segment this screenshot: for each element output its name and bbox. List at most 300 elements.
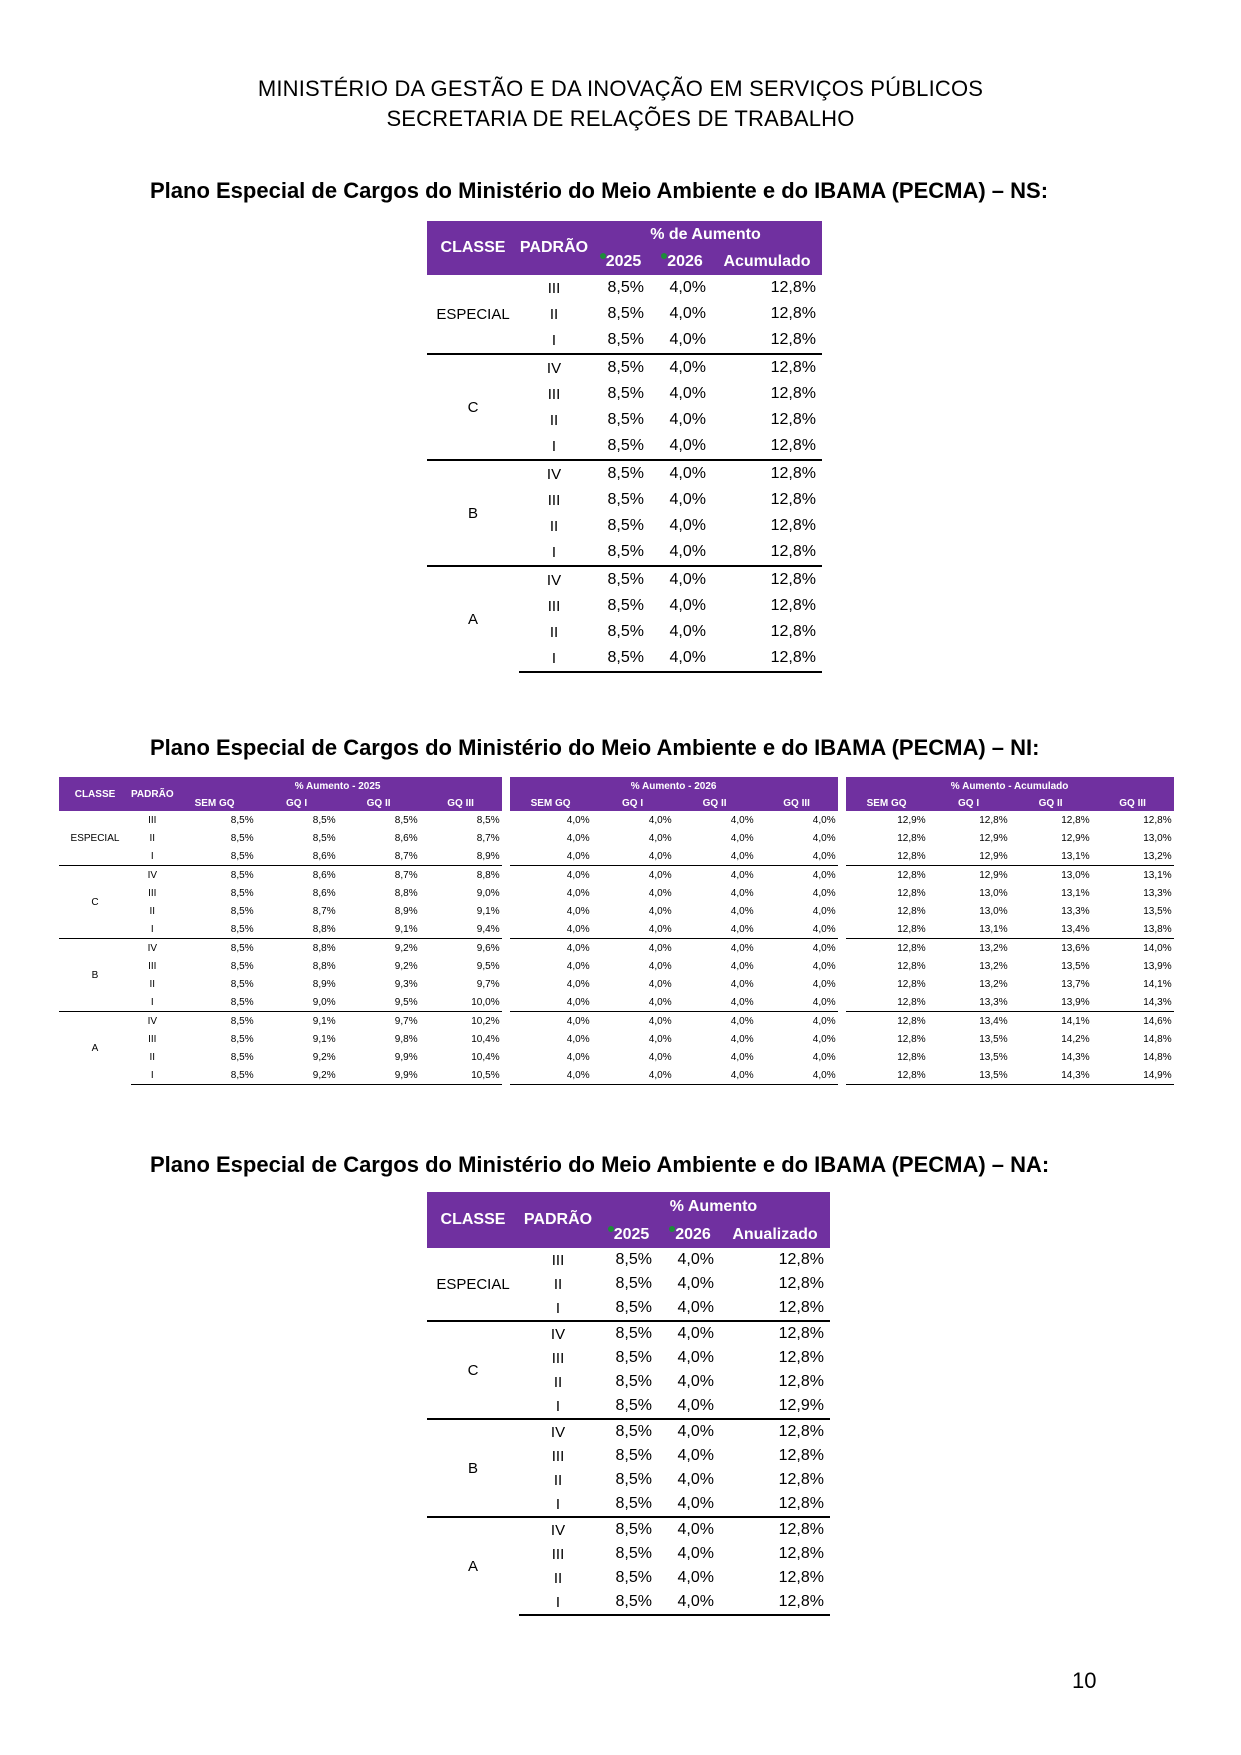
- ni-subcol-header: SEM GQ: [510, 795, 592, 811]
- value-cell: 4,0%: [566, 850, 590, 862]
- value-2025-cell: 8,5%: [597, 1321, 658, 1346]
- value-cell: 4,0%: [510, 939, 592, 958]
- value-2026-cell: 4,0%: [658, 1321, 720, 1346]
- value-2025-cell: 8,5%: [607, 279, 644, 296]
- value-cell: 13,2%: [1143, 850, 1172, 862]
- value-cell: 4,0%: [730, 960, 754, 972]
- value-cell: 4,0%: [648, 1033, 672, 1045]
- value-cell: 10,4%: [471, 1051, 500, 1063]
- value-cell: 8,7%: [394, 850, 418, 862]
- value-cell: 14,3%: [1061, 1051, 1090, 1063]
- value-2025-cell: 8,5%: [615, 1373, 652, 1390]
- value-cell: 4,0%: [648, 832, 672, 844]
- value-total-cell: 12,8%: [770, 623, 816, 640]
- padrao-cell: IV: [131, 866, 174, 885]
- value-2025-cell: 8,5%: [615, 1275, 652, 1292]
- class-label: C: [427, 354, 519, 460]
- value-cell: 8,5%: [230, 814, 254, 826]
- value-2025-cell: 8,5%: [597, 1419, 658, 1444]
- value-total-cell: 12,8%: [770, 491, 816, 508]
- value-2025-cell: 8,5%: [607, 517, 644, 534]
- value-cell: 13,1%: [979, 923, 1008, 935]
- padrao-cell: II: [553, 1569, 563, 1587]
- value-cell: 12,8%: [897, 1033, 926, 1045]
- value-2026-cell: 4,0%: [669, 623, 706, 640]
- table-row: [59, 920, 1174, 939]
- ni-section-title: Plano Especial de Cargos do Ministério do Meio Ambiente e do IBAMA (PECMA) – NI:: [150, 735, 1040, 760]
- value-cell: 9,2%: [394, 960, 418, 972]
- value-cell: 4,0%: [756, 939, 838, 958]
- padrao-cell: III: [148, 887, 157, 899]
- value-cell: 12,8%: [897, 905, 926, 917]
- ns-col-year-2026: 2026: [650, 249, 712, 275]
- value-cell: 4,0%: [648, 978, 672, 990]
- value-cell: 13,1%: [1092, 866, 1174, 885]
- value-cell: 13,9%: [1061, 996, 1090, 1008]
- value-cell: 4,0%: [566, 923, 590, 935]
- value-2026-cell: 4,0%: [669, 279, 706, 296]
- value-total-cell: 12,8%: [720, 1517, 830, 1542]
- value-total-cell: 12,8%: [712, 566, 822, 593]
- value-total-cell: 12,8%: [770, 385, 816, 402]
- na-section-title: Plano Especial de Cargos do Ministério do Meio Ambiente e do IBAMA (PECMA) – NA:: [150, 1152, 1050, 1177]
- value-cell: 12,8%: [979, 814, 1008, 826]
- padrao-cell: I: [150, 996, 154, 1008]
- padrao-cell: I: [519, 1590, 597, 1615]
- padrao-cell: II: [553, 1373, 563, 1391]
- padrao-cell: I: [551, 543, 557, 561]
- class-label: B: [59, 939, 131, 1012]
- class-label: ESPECIAL: [436, 305, 510, 323]
- value-cell: 13,0%: [979, 905, 1008, 917]
- value-cell: 9,0%: [312, 996, 336, 1008]
- padrao-cell: IV: [131, 1012, 174, 1031]
- value-total-cell: 12,8%: [778, 1373, 824, 1390]
- value-cell: 4,0%: [566, 905, 590, 917]
- value-cell: 4,0%: [648, 1051, 672, 1063]
- na-table: [427, 1192, 830, 1616]
- ni-subcol-header: GQ I: [928, 795, 1010, 811]
- value-cell: 12,8%: [846, 1012, 928, 1031]
- padrao-cell: III: [551, 1251, 565, 1269]
- value-2025-cell: 8,5%: [607, 331, 644, 348]
- value-cell: 13,4%: [1061, 923, 1090, 935]
- value-cell: 8,5%: [230, 978, 254, 990]
- value-2025-cell: 8,5%: [597, 1590, 658, 1615]
- value-cell: 10,2%: [420, 1012, 502, 1031]
- value-cell: 8,6%: [256, 866, 338, 885]
- padrao-cell: II: [149, 1051, 156, 1063]
- value-2025-cell: 8,5%: [615, 1569, 652, 1586]
- value-2025-cell: 8,5%: [607, 623, 644, 640]
- value-cell: 9,3%: [394, 978, 418, 990]
- value-cell: 8,5%: [230, 905, 254, 917]
- value-2026-cell: 4,0%: [658, 1419, 720, 1444]
- value-cell: 13,2%: [979, 978, 1008, 990]
- ni-subcol-header: SEM GQ: [846, 795, 928, 811]
- value-cell: 8,5%: [230, 960, 254, 972]
- ns-col-classe: CLASSE: [427, 221, 519, 275]
- value-cell: 10,5%: [420, 1066, 502, 1085]
- value-cell: 9,5%: [394, 996, 418, 1008]
- padrao-cell: III: [547, 279, 561, 297]
- na-col-year-2025: 2025: [597, 1222, 658, 1248]
- value-cell: 8,5%: [476, 814, 500, 826]
- value-cell: 8,9%: [312, 978, 336, 990]
- value-2026-cell: 4,0%: [669, 437, 706, 454]
- value-cell: 4,0%: [730, 1051, 754, 1063]
- value-cell: 4,0%: [592, 1012, 674, 1031]
- value-cell: 13,8%: [1143, 923, 1172, 935]
- value-2026-cell: 4,0%: [677, 1471, 714, 1488]
- padrao-cell: II: [149, 905, 156, 917]
- value-total-cell: 12,8%: [778, 1275, 824, 1292]
- padrao-cell: III: [148, 814, 157, 826]
- value-total-cell: 12,8%: [778, 1349, 824, 1366]
- value-cell: 8,5%: [230, 887, 254, 899]
- value-cell: 4,0%: [592, 939, 674, 958]
- value-2026-cell: 4,0%: [677, 1397, 714, 1414]
- padrao-cell: III: [551, 1349, 565, 1367]
- value-cell: 8,5%: [230, 923, 254, 935]
- ni-subcol-header: GQ I: [256, 795, 338, 811]
- value-total-cell: 12,8%: [770, 517, 816, 534]
- padrao-cell: III: [547, 491, 561, 509]
- value-cell: 13,5%: [979, 1051, 1008, 1063]
- value-cell: 9,7%: [476, 978, 500, 990]
- value-cell: 13,3%: [979, 996, 1008, 1008]
- value-cell: 12,8%: [846, 866, 928, 885]
- value-total-cell: 12,8%: [712, 354, 822, 381]
- table-row: [59, 1012, 1174, 1031]
- value-2025-cell: 8,5%: [607, 437, 644, 454]
- value-total-cell: 12,8%: [778, 1447, 824, 1464]
- value-cell: 4,0%: [756, 1066, 838, 1085]
- value-cell: 12,8%: [897, 923, 926, 935]
- value-cell: 9,2%: [256, 1066, 338, 1085]
- table-row: [59, 1048, 1174, 1066]
- value-cell: 4,0%: [730, 814, 754, 826]
- value-2026-cell: 4,0%: [669, 331, 706, 348]
- value-total-cell: 12,8%: [720, 1590, 830, 1615]
- table-row: [427, 1248, 830, 1272]
- padrao-cell: I: [131, 1066, 174, 1085]
- padrao-cell: IV: [519, 1517, 597, 1542]
- value-2025-cell: 8,5%: [615, 1397, 652, 1414]
- value-cell: 8,5%: [230, 832, 254, 844]
- class-label: C: [427, 1321, 519, 1419]
- value-2026-cell: 4,0%: [650, 645, 712, 672]
- value-2026-cell: 4,0%: [677, 1495, 714, 1512]
- value-cell: 9,2%: [338, 939, 420, 958]
- padrao-cell: I: [150, 850, 154, 862]
- padrao-cell: II: [553, 1471, 563, 1489]
- value-total-cell: 12,8%: [778, 1299, 824, 1316]
- padrao-cell: IV: [131, 939, 174, 958]
- value-2026-cell: 4,0%: [669, 305, 706, 322]
- value-2026-cell: 4,0%: [677, 1545, 714, 1562]
- padrao-cell: I: [551, 331, 557, 349]
- value-cell: 8,5%: [174, 939, 256, 958]
- value-cell: 4,0%: [730, 923, 754, 935]
- value-cell: 8,5%: [312, 832, 336, 844]
- value-cell: 4,0%: [756, 866, 838, 885]
- value-cell: 4,0%: [648, 850, 672, 862]
- value-cell: 8,8%: [312, 960, 336, 972]
- value-cell: 9,0%: [476, 887, 500, 899]
- value-2026-cell: 4,0%: [669, 597, 706, 614]
- value-cell: 8,9%: [476, 850, 500, 862]
- value-cell: 8,7%: [312, 905, 336, 917]
- value-total-cell: 12,8%: [712, 645, 822, 672]
- table-row: [59, 993, 1174, 1012]
- value-2026-cell: 4,0%: [650, 566, 712, 593]
- table-row: [59, 811, 1174, 829]
- ns-col-padrao: PADRÃO: [519, 221, 589, 275]
- value-cell: 4,0%: [730, 1033, 754, 1045]
- value-cell: 13,0%: [1143, 832, 1172, 844]
- value-cell: 4,0%: [812, 978, 836, 990]
- value-total-cell: 12,8%: [770, 411, 816, 428]
- value-cell: 13,2%: [979, 960, 1008, 972]
- padrao-cell: I: [551, 437, 557, 455]
- ni-subcol-header: GQ III: [420, 795, 502, 811]
- value-cell: 14,9%: [1092, 1066, 1174, 1085]
- table-row: [427, 460, 822, 487]
- value-cell: 8,6%: [394, 832, 418, 844]
- value-2026-cell: 4,0%: [669, 385, 706, 402]
- table-row: [427, 275, 822, 301]
- class-label: A: [427, 566, 519, 672]
- ns-col-year-2025: 2025: [589, 249, 650, 275]
- value-cell: 8,5%: [174, 1066, 256, 1085]
- value-cell: 8,6%: [312, 887, 336, 899]
- value-cell: 4,0%: [812, 1051, 836, 1063]
- value-cell: 13,2%: [928, 939, 1010, 958]
- ni-col-padrao: PADRÃO: [131, 777, 174, 811]
- value-2025-cell: 8,5%: [615, 1545, 652, 1562]
- value-2026-cell: 4,0%: [677, 1251, 714, 1268]
- value-total-cell: 12,8%: [720, 1321, 830, 1346]
- value-2026-cell: 4,0%: [677, 1569, 714, 1586]
- value-cell: 4,0%: [566, 996, 590, 1008]
- value-2026-cell: 4,0%: [677, 1299, 714, 1316]
- value-2025-cell: 8,5%: [607, 597, 644, 614]
- value-cell: 9,9%: [394, 1051, 418, 1063]
- value-cell: 8,5%: [230, 1051, 254, 1063]
- value-cell: 4,0%: [812, 905, 836, 917]
- value-cell: 8,5%: [230, 996, 254, 1008]
- table-row: [427, 1517, 830, 1542]
- ni-subcol-header: GQ III: [756, 795, 838, 811]
- value-cell: 14,6%: [1092, 1012, 1174, 1031]
- value-total-cell: 12,8%: [712, 460, 822, 487]
- class-label: B: [427, 1419, 519, 1517]
- value-2026-cell: 4,0%: [669, 517, 706, 534]
- value-2025-cell: 8,5%: [607, 305, 644, 322]
- padrao-cell: IV: [519, 1321, 597, 1346]
- value-total-cell: 12,9%: [778, 1397, 824, 1414]
- value-cell: 12,9%: [1061, 832, 1090, 844]
- value-2026-cell: 4,0%: [677, 1349, 714, 1366]
- value-cell: 4,0%: [592, 1066, 674, 1085]
- value-cell: 8,5%: [174, 866, 256, 885]
- value-cell: 12,8%: [1061, 814, 1090, 826]
- value-cell: 9,5%: [476, 960, 500, 972]
- value-cell: 4,0%: [648, 905, 672, 917]
- value-cell: 9,1%: [312, 1033, 336, 1045]
- value-cell: 12,9%: [979, 850, 1008, 862]
- value-total-cell: 12,8%: [778, 1495, 824, 1512]
- na-col-padrao: PADRÃO: [519, 1192, 597, 1248]
- padrao-cell: III: [148, 960, 157, 972]
- padrao-cell: II: [549, 305, 559, 323]
- value-cell: 4,0%: [730, 887, 754, 899]
- value-cell: 9,1%: [476, 905, 500, 917]
- value-cell: 12,8%: [897, 832, 926, 844]
- value-cell: 12,8%: [1143, 814, 1172, 826]
- value-2025-cell: 8,5%: [615, 1495, 652, 1512]
- ni-subcol-header: GQ II: [1010, 795, 1092, 811]
- value-cell: 8,5%: [230, 850, 254, 862]
- value-cell: 4,0%: [566, 814, 590, 826]
- padrao-cell: II: [553, 1275, 563, 1293]
- value-total-cell: 12,8%: [778, 1251, 824, 1268]
- value-cell: 4,0%: [730, 996, 754, 1008]
- value-cell: 8,8%: [394, 887, 418, 899]
- ni-col-classe: CLASSE: [59, 777, 131, 811]
- value-cell: 13,5%: [928, 1066, 1010, 1085]
- value-cell: 12,8%: [846, 939, 928, 958]
- value-cell: 12,9%: [979, 832, 1008, 844]
- value-2025-cell: 8,5%: [607, 411, 644, 428]
- value-cell: 14,3%: [1010, 1066, 1092, 1085]
- value-total-cell: 12,8%: [778, 1471, 824, 1488]
- table-row: [59, 884, 1174, 902]
- padrao-cell: I: [555, 1299, 561, 1317]
- value-cell: 13,9%: [1143, 960, 1172, 972]
- value-cell: 9,2%: [312, 1051, 336, 1063]
- value-cell: 4,0%: [812, 887, 836, 899]
- value-2025-cell: 8,5%: [589, 645, 650, 672]
- padrao-cell: III: [551, 1447, 565, 1465]
- value-cell: 14,8%: [1143, 1033, 1172, 1045]
- padrao-cell: IV: [519, 354, 589, 381]
- value-cell: 4,0%: [812, 996, 836, 1008]
- value-cell: 13,0%: [1010, 866, 1092, 885]
- value-cell: 8,8%: [256, 939, 338, 958]
- value-cell: 4,0%: [730, 978, 754, 990]
- padrao-cell: III: [547, 597, 561, 615]
- value-2026-cell: 4,0%: [658, 1590, 720, 1615]
- ministry-name: MINISTÉRIO DA GESTÃO E DA INOVAÇÃO EM SERVIÇOS PÚBLICOS: [257, 76, 984, 101]
- ni-subcol-header: GQ I: [592, 795, 674, 811]
- value-total-cell: 12,8%: [778, 1545, 824, 1562]
- value-cell: 10,4%: [471, 1033, 500, 1045]
- value-cell: 8,5%: [394, 814, 418, 826]
- padrao-cell: I: [555, 1495, 561, 1513]
- value-2025-cell: 8,5%: [615, 1251, 652, 1268]
- value-cell: 13,5%: [979, 1033, 1008, 1045]
- value-2025-cell: 8,5%: [615, 1447, 652, 1464]
- value-cell: 9,1%: [256, 1012, 338, 1031]
- value-cell: 12,9%: [897, 814, 926, 826]
- value-cell: 12,8%: [897, 887, 926, 899]
- value-2025-cell: 8,5%: [607, 491, 644, 508]
- value-cell: 14,1%: [1010, 1012, 1092, 1031]
- page-number: 10: [1072, 1668, 1097, 1693]
- secretariat-name: SECRETARIA DE RELAÇÕES DE TRABALHO: [386, 106, 855, 131]
- ns-col-cumulative: Acumulado: [712, 249, 822, 275]
- value-cell: 4,0%: [674, 939, 756, 958]
- value-cell: 10,0%: [471, 996, 500, 1008]
- value-cell: 4,0%: [566, 887, 590, 899]
- value-2026-cell: 4,0%: [677, 1373, 714, 1390]
- padrao-cell: III: [547, 385, 561, 403]
- ni-subcol-header: GQ III: [1092, 795, 1174, 811]
- padrao-cell: I: [555, 1397, 561, 1415]
- value-cell: 4,0%: [812, 850, 836, 862]
- ns-section-title: Plano Especial de Cargos do Ministério do Meio Ambiente e do IBAMA (PECMA) – NS:: [150, 178, 1049, 203]
- value-cell: 12,8%: [897, 996, 926, 1008]
- value-cell: 12,8%: [897, 850, 926, 862]
- value-cell: 4,0%: [648, 996, 672, 1008]
- table-row: [59, 866, 1174, 885]
- value-cell: 14,0%: [1092, 939, 1174, 958]
- value-total-cell: 12,8%: [770, 437, 816, 454]
- value-cell: 4,0%: [592, 866, 674, 885]
- value-cell: 8,5%: [230, 1033, 254, 1045]
- ns-table: [427, 221, 822, 673]
- value-2025-cell: 8,5%: [615, 1471, 652, 1488]
- value-cell: 4,0%: [674, 866, 756, 885]
- table-row: [59, 902, 1174, 920]
- value-total-cell: 12,8%: [778, 1569, 824, 1586]
- padrao-cell: II: [149, 978, 156, 990]
- value-cell: 4,0%: [566, 960, 590, 972]
- value-total-cell: 12,8%: [770, 543, 816, 560]
- value-cell: 4,0%: [566, 978, 590, 990]
- value-2025-cell: 8,5%: [589, 354, 650, 381]
- padrao-cell: II: [549, 623, 559, 641]
- value-cell: 9,4%: [476, 923, 500, 935]
- value-cell: 4,0%: [812, 960, 836, 972]
- value-cell: 4,0%: [566, 832, 590, 844]
- value-cell: 4,0%: [648, 814, 672, 826]
- na-col-annualized: Anualizado: [720, 1222, 830, 1248]
- padrao-cell: III: [148, 1033, 157, 1045]
- na-col-group: % Aumento: [597, 1192, 830, 1222]
- value-2025-cell: 8,5%: [589, 566, 650, 593]
- value-cell: 4,0%: [756, 1012, 838, 1031]
- value-cell: 4,0%: [812, 814, 836, 826]
- value-total-cell: 12,8%: [770, 597, 816, 614]
- value-cell: 8,8%: [420, 866, 502, 885]
- value-cell: 13,0%: [979, 887, 1008, 899]
- value-cell: 14,2%: [1061, 1033, 1090, 1045]
- value-cell: 9,1%: [394, 923, 418, 935]
- value-2025-cell: 8,5%: [597, 1517, 658, 1542]
- value-2025-cell: 8,5%: [589, 460, 650, 487]
- value-cell: 8,9%: [394, 905, 418, 917]
- value-cell: 8,7%: [338, 866, 420, 885]
- padrao-cell: II: [149, 832, 156, 844]
- value-cell: 4,0%: [730, 832, 754, 844]
- value-cell: 4,0%: [566, 1051, 590, 1063]
- value-cell: 12,8%: [897, 1051, 926, 1063]
- value-2025-cell: 8,5%: [615, 1299, 652, 1316]
- value-cell: 12,8%: [897, 960, 926, 972]
